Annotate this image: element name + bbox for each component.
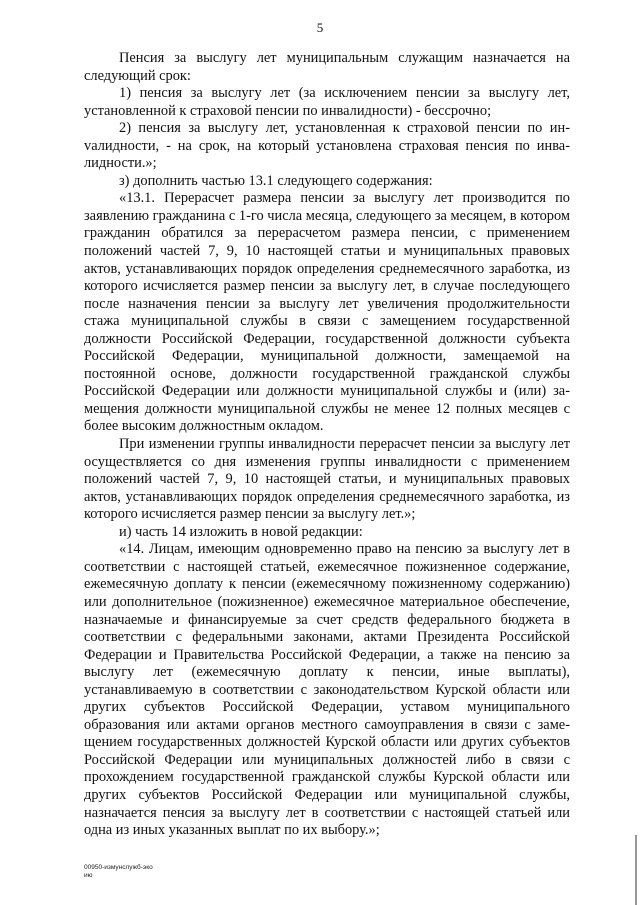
footer-line-1: 00950-измунслужб-эко	[84, 864, 153, 871]
scan-edge-mark	[635, 835, 637, 905]
paragraph-part-14: «14. Лицам, имеющим одновременно право на пенсию за выслугу лет в соответствии с настоящей статьей, ежемесячное пожизненное содержание, ежемесячную доплату к пенсии (ежемесячному пожизненному содержанию) или дополнительное (пожизненное) ежемесячное материальное обеспечение, назначаемые и финансируемые за счет средств федерального бюджета в соответствии с федеральными законами, актами Президента Российской Федерации и Правительства Российской Федерации, а также на пенсию за выслугу лет (ежемесячную доплату к пенсии, иные выплаты), устанавливаемую в соответствии с законодательством Курской области или других субъектов Российской Федерации, уставом муниципального образования или актами органов местного самоуправления в связи с замещением государственных должностей Курской области или других субъектов Российской Федерации или муниципальных должностей либо в связи с прохождением государственной гражданской службы Курской области или других субъектов Российской Федерации или муниципальной службы, назначается пенсия за выслугу лет в соответствии с настоящей статьей или одна из иных указанных выплат по их выбору.»;	[84, 541, 570, 839]
paragraph-item-2-disability-term: 2) пенсия за выслугу лет, установленная к страховой пенсии по инvалидности, - на срок, на который установлена страховая пенсия по инвалидности.»;	[84, 120, 570, 172]
document-footer-code	[84, 864, 153, 880]
page-number: 5	[316, 20, 324, 35]
paragraph-item-1-indefinite: 1) пенсия за выслугу лет (за исключением пенсии за выслугу лет, установленной к страховой пенсии по инвалидности) - бессрочно;	[84, 85, 570, 119]
paragraph-pension-terms-intro: Пенсия за выслугу лет муниципальным служащим назначается на следующий срок:	[84, 50, 570, 84]
footer-line-2: ию	[84, 872, 93, 879]
paragraph-disability-recalculation: При изменении группы инвалидности перерасчет пенсии за выслугу лет осуществляется со дня изменения группы инвалидности с применением положений частей 7, 9, 10 настоящей статьи, и муниципальных правовых актов, устанавливающих порядок определения среднемесячного заработка, из которого исчисляется размер пенсии за выслугу лет.»;	[84, 436, 570, 523]
paragraph-amendment-i: и) часть 14 изложить в новой редакции:	[119, 523, 363, 540]
document-body	[84, 50, 570, 840]
paragraph-amendment-z: з) дополнить частью 13.1 следующего содержания:	[119, 172, 433, 189]
paragraph-part-13-1: «13.1. Перерасчет размера пенсии за выслугу лет производится по заявлению гражданина с 1-го числа месяца, следующего за месяцем, в котором гражданин обратился за перерасчетом размера пенсии, с применением положений частей 7, 9, 10 настоящей статьи и муниципальных правовых актов, устанавливающих порядок определения среднемесячного заработка, из которого исчисляется размер пенсии за выслугу лет, в случае последующего после назначения пенсии за выслугу лет увеличения продолжительности стажа муниципальной службы в связи с замещением государственной должности Российской Федерации, государственной должности субъекта Российской Федерации, муниципальной должности, замещаемой на постоянной основе, должности государственной гражданской службы Российской Федерации или должности муниципальной службы и (или) замещения должности муниципальной службы не менее 12 полных месяцев с более высоким должностным окладом.	[84, 190, 570, 435]
